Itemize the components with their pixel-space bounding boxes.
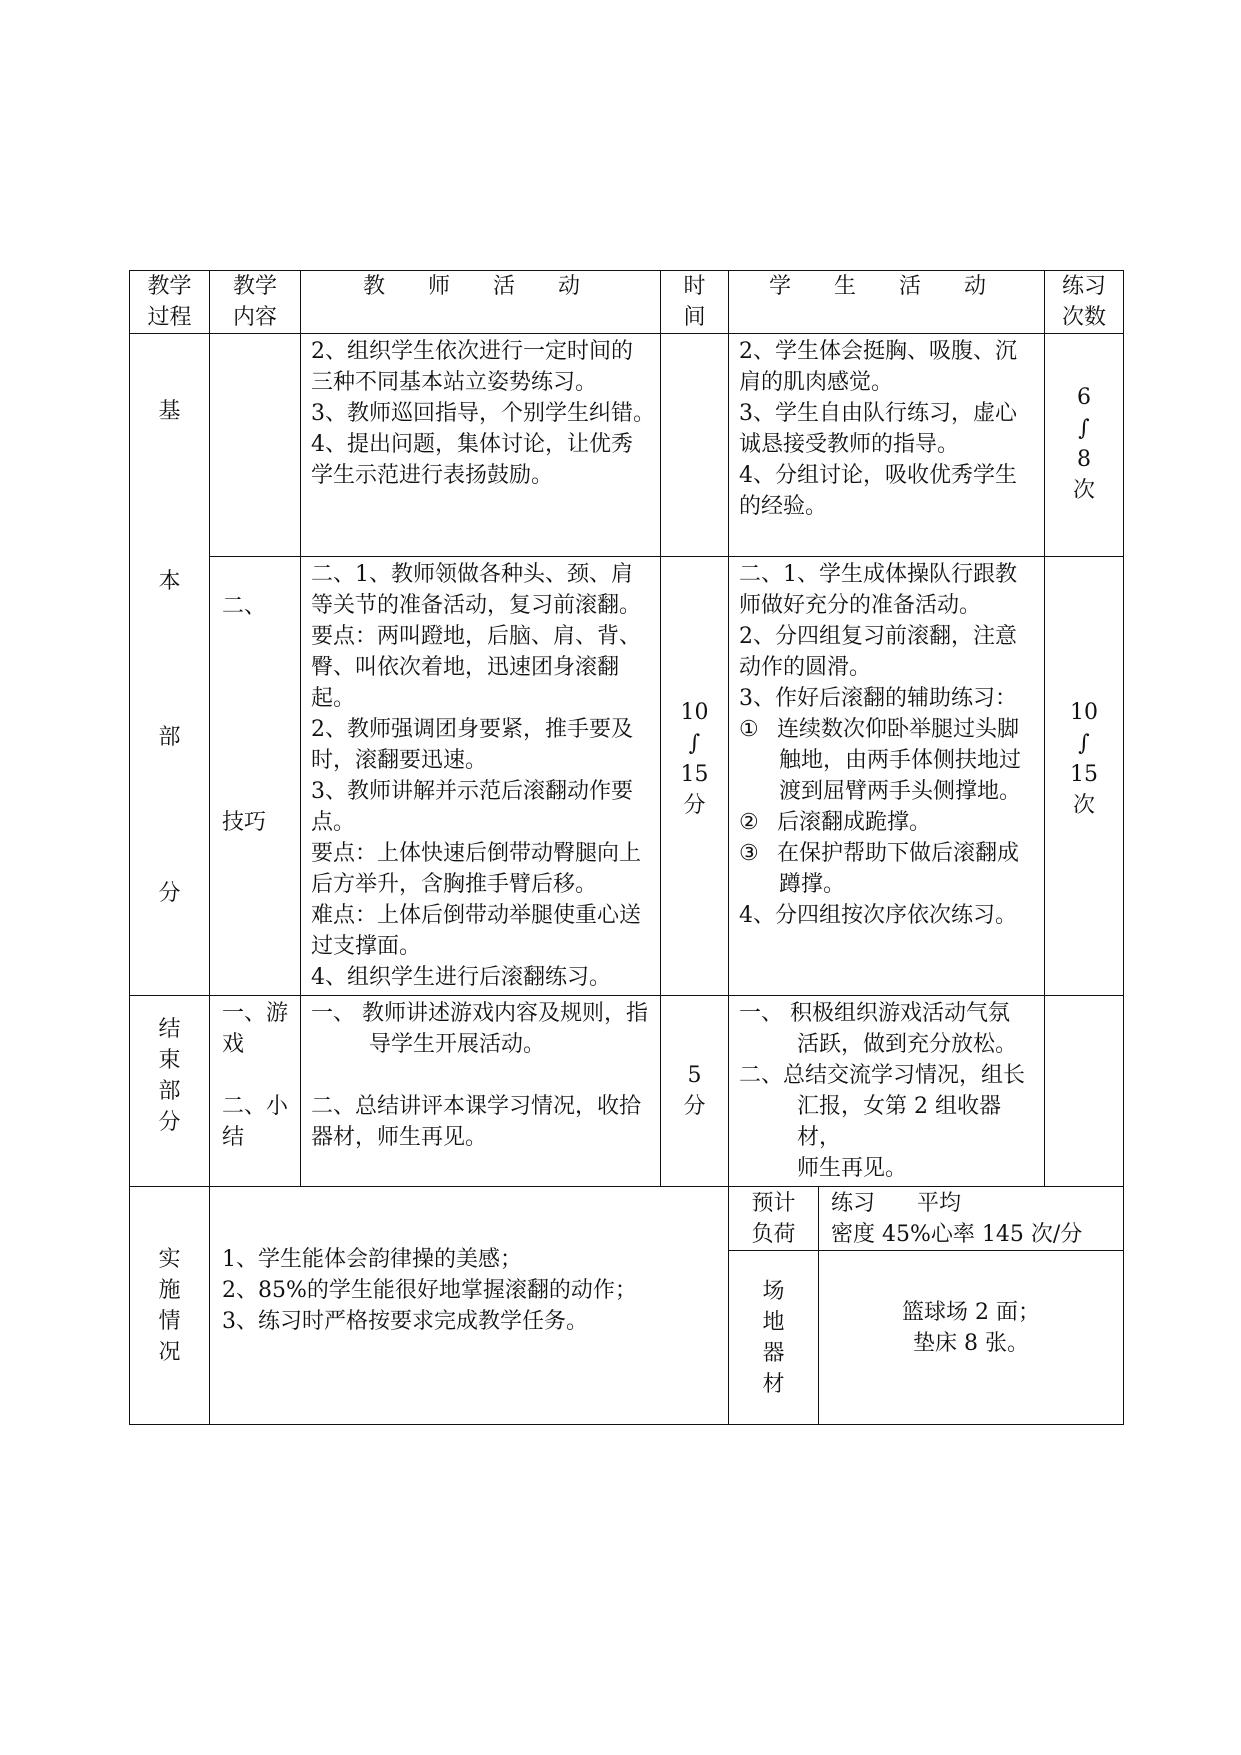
- basic-row2-student: 二、1、学生成体操队行跟教 师做好充分的准备活动。 2、分四组复习前滚翻，注意 动作的圆滑。 3、作好后滚翻的辅助练习： ① 连续数次仰卧举腿过头脚 触地，由两手体侧扶地过 渡到屈臂两手头侧撑地。 ② 后滚翻成跪撑。 ③ 在保护帮助下做后滚翻成 蹲撑。 4、分四组按次序依次练习。: [729, 557, 1045, 996]
- ending-time: 5 分: [661, 996, 729, 1187]
- implementation-details: 1、学生能体会韵律操的美感； 2、85%的学生能很好地掌握滚翻的动作； 3、练习时严格按要求完成教学任务。: [210, 1187, 729, 1425]
- venue-label: 场 地 器 材: [729, 1251, 819, 1425]
- load-label: 预计 负荷: [729, 1187, 819, 1251]
- aux-item-3: ③ 在保护帮助下做后滚翻成: [739, 841, 1020, 866]
- aux-item-1: ① 连续数次仰卧举腿过头脚: [739, 717, 1020, 742]
- ending-content: 一、游 戏 二、小 结: [210, 996, 301, 1187]
- venue-value: 篮球场 2 面； 垫床 8 张。: [819, 1251, 1124, 1425]
- header-teacher-activity: 教 师 活 动: [301, 271, 661, 334]
- aux-item-2: ② 后滚翻成跪撑。: [739, 810, 932, 835]
- basic-row1-teacher: 2、组织学生依次进行一定时间的 三种不同基本站立姿势练习。 3、教师巡回指导，个别学生纠错。 4、提出问题，集体讨论，让优秀 学生示范进行表扬鼓励。: [301, 334, 661, 557]
- basic-row2-content: 二、 技巧: [210, 557, 301, 996]
- basic-row1-content: [210, 334, 301, 557]
- header-time: 时 间: [661, 271, 729, 334]
- basic-row2-time: 10 ∫ 15 分: [661, 557, 729, 996]
- header-process: 教学 过程: [130, 271, 210, 334]
- load-value: 练习 平均 密度 45%心率 145 次/分: [819, 1187, 1124, 1251]
- table-header-row: [130, 271, 1124, 334]
- ending-student: 一、 积极组织游戏活动气氛 活跃，做到充分放松。 二、总结交流学习情况，组长 汇报，女第 2 组收器材， 师生再见。: [729, 996, 1045, 1187]
- implementation-label: 实 施 情 况: [130, 1187, 210, 1425]
- ending-teacher: 一、 教师讲述游戏内容及规则，指 导学生开展活动。 二、总结讲评本课学习情况，收拾 器材，师生再见。: [301, 996, 661, 1187]
- header-student-activity: 学 生 活 动: [729, 271, 1045, 334]
- implementation-row-1: [130, 1187, 1124, 1251]
- header-content: 教学 内容: [210, 271, 301, 334]
- basic-row1-time: [661, 334, 729, 557]
- ending-row: [130, 996, 1124, 1187]
- ending-part-label: 结 束 部 分: [130, 996, 210, 1187]
- ending-count: [1045, 996, 1124, 1187]
- lesson-plan-table: [129, 270, 1124, 1425]
- basic-row1-student: 2、学生体会挺胸、吸腹、沉 肩的肌肉感觉。 3、学生自由队行练习，虚心 诚恳接受教师的指导。 4、分组讨论，吸收优秀学生 的经验。: [729, 334, 1045, 557]
- header-practice-count: 练习 次数: [1045, 271, 1124, 334]
- basic-part-label: 基 本 部 分: [130, 334, 210, 996]
- basic-row2-count: 10 ∫ 15 次: [1045, 557, 1124, 996]
- basic-row1-count: 6 ∫ 8 次: [1045, 334, 1124, 557]
- basic-row-2: [130, 557, 1124, 996]
- basic-row-1: [130, 334, 1124, 557]
- basic-row2-teacher: 二、1、教师领做各种头、颈、肩 等关节的准备活动，复习前滚翻。 要点：两叫蹬地，后脑、肩、背、 臀、叫依次着地，迅速团身滚翻起。 2、教师强调团身要紧，推手要及 时，滚翻要迅速。 3、教师讲解并示范后滚翻动作要 点。 要点：上体快速后倒带动臀腿向上 后方举升，含胸推手臂后移。 难点：上体后倒带动举腿使重心送 过支撑面。 4、组织学生进行后滚翻练习。: [301, 557, 661, 996]
